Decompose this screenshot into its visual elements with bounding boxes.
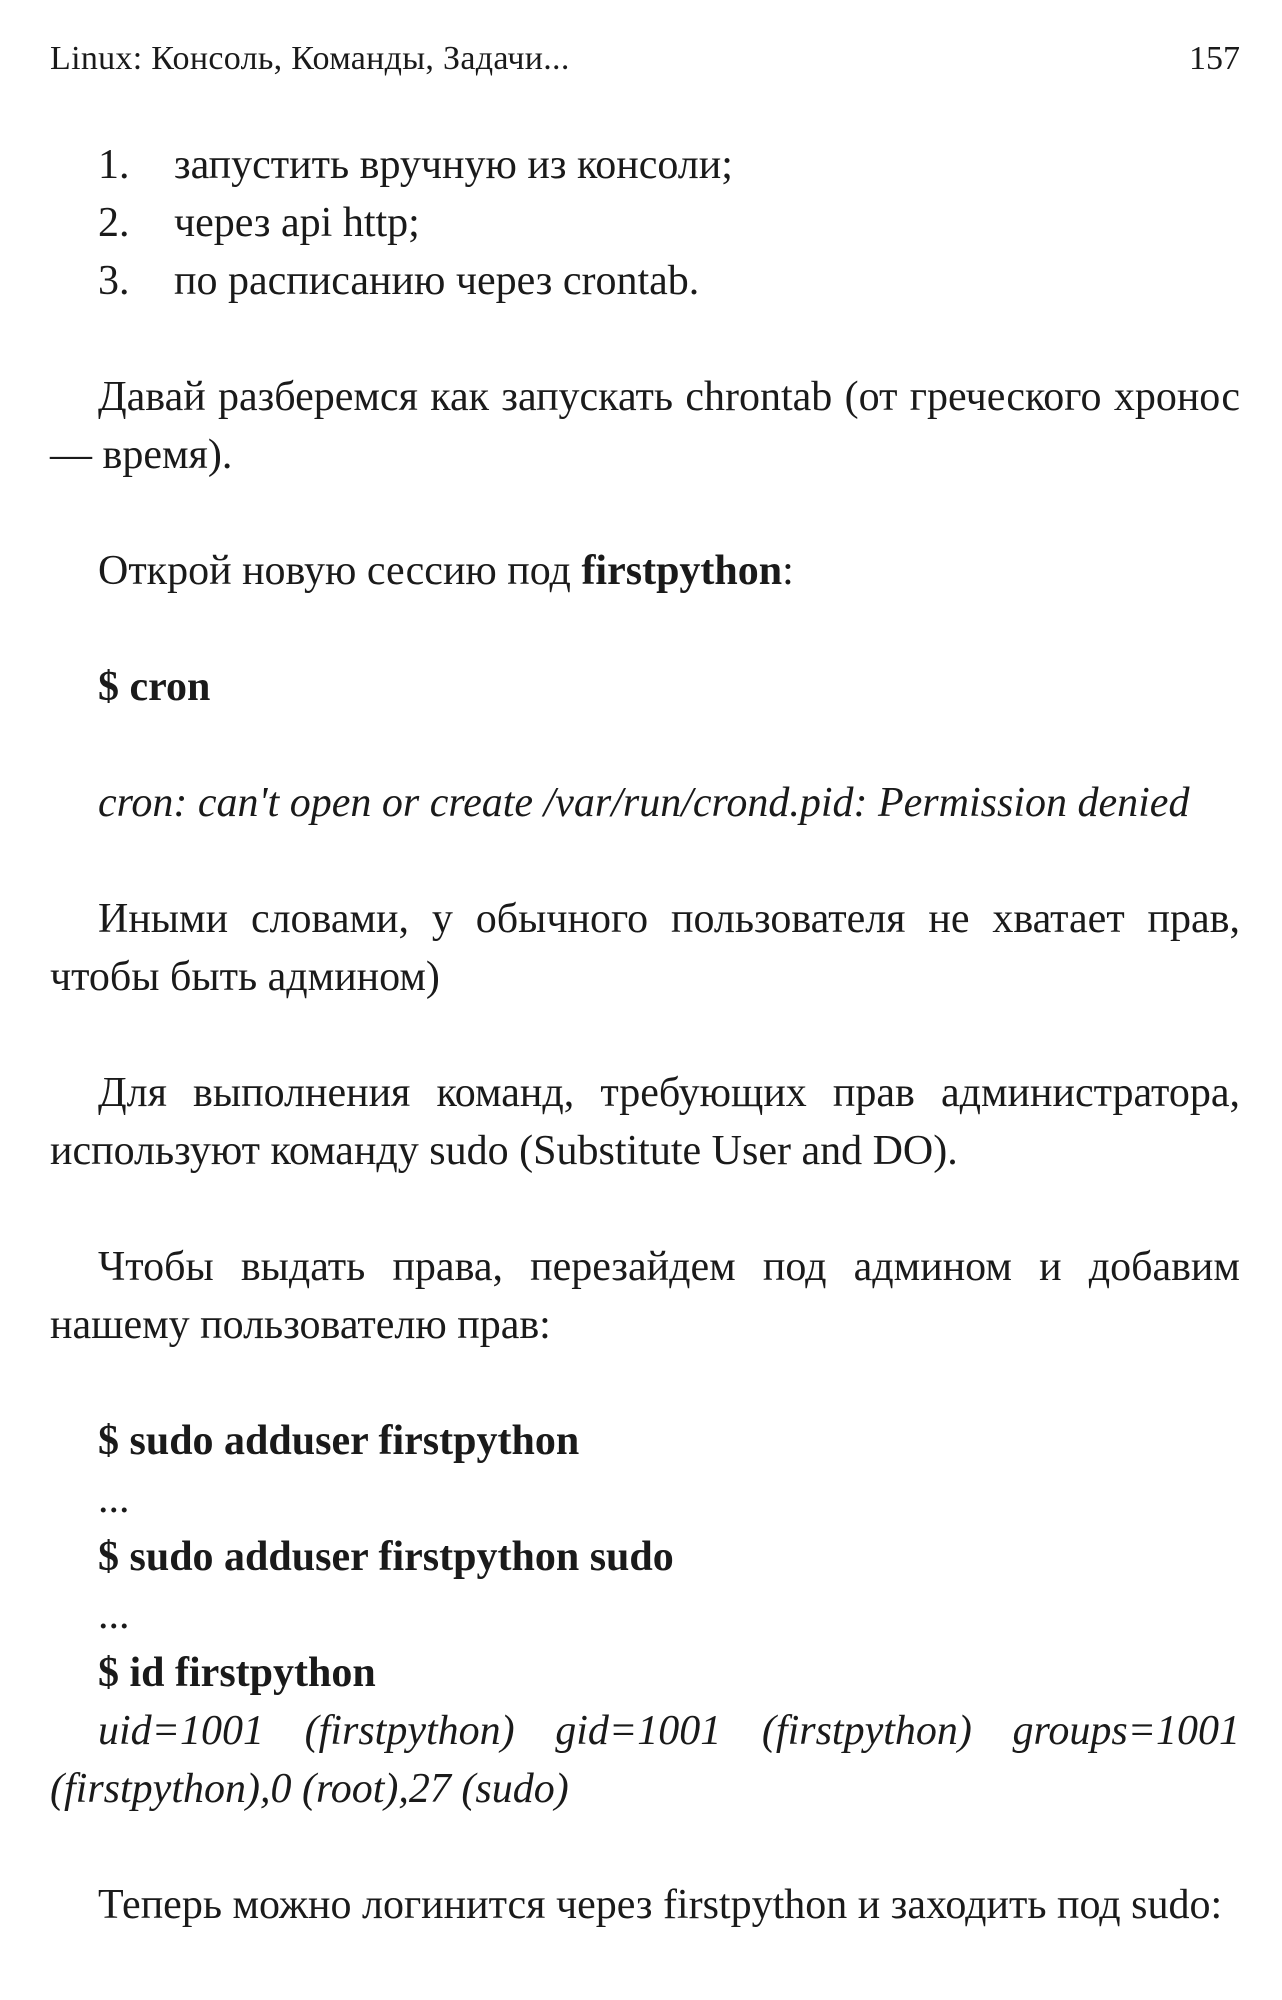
command-adduser-sudo: $ sudo adduser firstpython sudo: [98, 1534, 674, 1580]
paragraph-text: Открой новую сессию под: [98, 548, 582, 594]
list-item: [50, 252, 1240, 310]
list-item: [50, 136, 1240, 194]
page-number: 157: [1189, 40, 1240, 77]
running-header: [50, 34, 1240, 84]
output-cron: cron: can't open or create /var/run/crond.pid: Permission denied: [98, 780, 1190, 826]
paragraph-sudo: Для выполнения команд, требующих прав администратора, используют команду sudo (Substitute User and DO).: [50, 1070, 1240, 1174]
command-adduser: $ sudo adduser firstpython: [98, 1418, 580, 1464]
paragraph-login: Теперь можно логинится через firstpython и заходить под sudo:: [98, 1882, 1223, 1928]
launch-methods-list: [50, 136, 1240, 310]
output-ellipsis: ...: [98, 1476, 130, 1522]
list-item-text: запустить вручную из консоли;: [174, 142, 733, 188]
list-item: [50, 194, 1240, 252]
paragraph-crontab: Давай разберемся как запускать chrontab (от греческого хронос — время).: [50, 374, 1240, 478]
command-id: $ id firstpython: [98, 1650, 376, 1696]
list-item-number: 2.: [98, 200, 130, 246]
book-page: [50, 0, 1240, 2000]
running-title: Linux: Консоль, Команды, Задачи...: [50, 40, 570, 77]
paragraph-open-session: [50, 542, 1240, 600]
paragraph-grant: Чтобы выдать права, перезайдем под админом и добавим нашему пользователю прав:: [50, 1244, 1240, 1348]
username-bold: firstpython: [581, 548, 783, 594]
list-item-number: 1.: [98, 142, 130, 188]
output-ellipsis: ...: [98, 1592, 130, 1638]
list-item-text: по расписанию через crontab.: [174, 258, 700, 304]
list-item-text: через api http;: [174, 200, 420, 246]
command-cron: $ cron: [98, 664, 211, 710]
paragraph-text: :: [782, 548, 794, 594]
list-item-number: 3.: [98, 258, 130, 304]
output-id: uid=1001 (firstpython) gid=1001 (firstpython) groups=1001 (firstpython),0 (root),27 (sudo): [50, 1708, 1240, 1812]
page-body: [50, 136, 1240, 1934]
paragraph-rights: Иными словами, у обычного пользователя не хватает прав, чтобы быть админом): [50, 896, 1240, 1000]
